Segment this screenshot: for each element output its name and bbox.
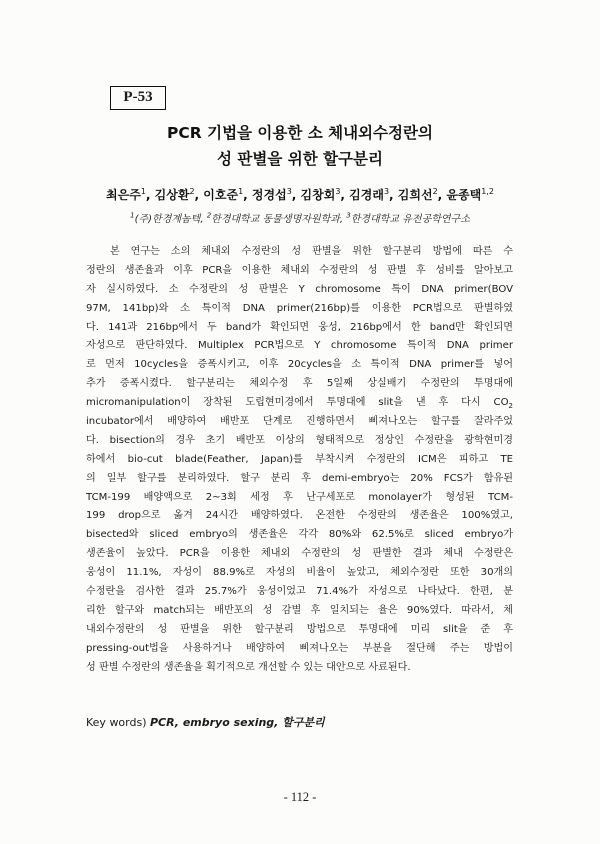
abstract-line: bisected와 sliced embryo의 생존율은 각각 80%와 62.5%로 sliced embryo가: [86, 529, 513, 541]
author: 최은주$^1$: [106, 187, 146, 202]
page-number: - 112 -: [283, 790, 317, 804]
author: 김창회$^3$: [300, 187, 341, 202]
abstract-line: 수정란을 검사한 결과 25.7%가 웅성이었고 71.4%가 자성으로 나타났다. 한편, 분: [86, 586, 513, 598]
author: 이호준$^1$: [203, 187, 244, 202]
abstract-body: [86, 243, 513, 677]
author: 김상환$^2$: [154, 187, 195, 202]
abstract-line: 199 drop으로 옮겨 24시간 배양하였다. 온전한 수정란의 생존율은 100%였고,: [86, 510, 513, 522]
abstract-line: 내외수정란의 성 판별을 위한 할구분리 방법으로 투명대에 미리 slit을 준 후: [86, 623, 513, 635]
poster-tag: P-53: [110, 86, 166, 110]
author-list: 최은주$^1$, 김상환$^2$, 이호준$^1$, 정경섭$^3$, 김창회$^3$, 김경래$^3$, 김희선$^2$, 윤종택$^{1,2}$: [106, 187, 494, 202]
abstract-line: 자성으로 판단하였다. Multiplex PCR법으로 Y chromosome 특이적 DNA primer: [86, 340, 513, 352]
author: 윤종택$^{1,2}$: [446, 187, 494, 202]
abstract-line: 의 일부 할구를 분리하였다. 할구 분리 후 demi-embryo는 20% FCS가 함유된: [86, 472, 513, 484]
abstract-line: 정란의 생존율과 이후 PCR을 이용한 체내외 수정란의 성 판별 후 성비를 알아보고: [86, 264, 513, 276]
keywords-label: Key words): [86, 716, 150, 729]
author: 정경섭$^3$: [251, 187, 292, 202]
abstract-line: 추가 증폭시켰다. 할구분리는 체외수정 후 5일째 상실배기 수정란의 투명대에: [86, 378, 513, 390]
abstract-line: incubator에서 배양하여 배반포 단계로 진행하면서 삐져나오는 할구를 잘라주었: [86, 416, 513, 428]
abstract-line: micromanipulation이 장착된 도립현미경에서 투명대에 slit을 낸 후 다시 $CO_2$: [86, 397, 513, 411]
title-line-1: PCR 기법을 이용한 소 체내외수정란의: [167, 124, 433, 142]
abstract-line: 생존율이 높았다. PCR을 이용한 체내외 수정란의 성 판별한 결과 체내 수정란은: [86, 548, 513, 560]
abstract-line: 하에서 bio-cut blade(Feather, Japan)를 부착시켜 수정란의 ICM은 피하고 TE: [86, 453, 513, 465]
title-line-2: 성 판별을 위한 할구분리: [217, 150, 383, 168]
author: 김경래$^3$: [349, 187, 390, 202]
author: 김희선$^2$: [397, 187, 438, 202]
affiliations: $^1$(주)한경계놈텍, $^2$한경대학교 동물생명자원학과, $^3$한경대학교 유전공학연구소: [130, 211, 470, 225]
abstract-line: 웅성이 11.1%, 자성이 88.9%로 자성의 비율이 높았고, 체외수정란 또한 30개의: [86, 567, 513, 579]
abstract-line: TCM-199 배양액으로 2~3회 세정 후 난구세포로 monolayer가 형성된 TCM-: [86, 491, 513, 503]
abstract-line: 다. bisection의 경우 초기 배반포 이상의 형태적으로 정상인 수정란을 광학현미경: [86, 434, 513, 446]
abstract-line: 성 판별 수정란의 생존율을 획기적으로 개선할 수 있는 대안으로 사료된다.: [86, 661, 411, 673]
abstract-line: 본 연구는 소의 체내외 수정란의 성 판별을 위한 할구분리 방법에 따른 수: [110, 246, 513, 257]
abstract-line: pressing-out법을 사용하거나 배양하여 삐져나오는 부분을 절단해 주는 방법이: [86, 642, 513, 654]
abstract-line: 97M, 141bp)와 소 특이적 DNA primer(216bp)를 이용한 PCR법으로 판별하였: [86, 302, 513, 314]
abstract-line: 자 실시하였다. 소 수정란의 성 판별은 Y chromosome 특이 DNA primer(BOV: [86, 283, 513, 295]
co2-subscript: 2: [508, 402, 513, 411]
keywords: [86, 714, 325, 730]
abstract-line: 다. 141과 216bp에서 두 band가 확인되면 웅성, 216bp에서 한 band만 확인되면: [86, 321, 513, 333]
abstract-line: 로 먼저 10cycles을 증폭시키고, 이후 20cycles을 소 특이적 DNA primer를 넣어: [86, 359, 513, 371]
abstract-line: 리한 할구와 match되는 배반포의 성 감별 후 일치되는 율은 90%였다. 따라서, 체: [86, 604, 513, 616]
keywords-terms: PCR, embryo sexing, 할구분리: [150, 716, 325, 729]
